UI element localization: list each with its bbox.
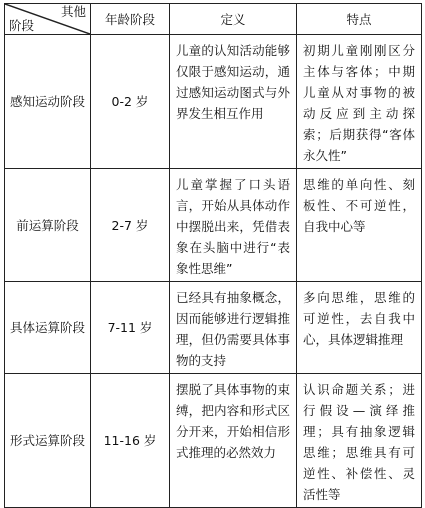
features-cell: 初期儿童刚刚区分主体与客体；中期儿童从对事物的被动反应到主动探索；后期获得“客体永久性”	[297, 35, 422, 169]
header-row	[5, 4, 422, 35]
features-cell: 思维的单向性、刻板性、不可逆性，自我中心等	[297, 169, 422, 282]
table-row	[5, 374, 422, 508]
stage-name: 形式运算阶段	[5, 374, 91, 508]
table-row	[5, 35, 422, 169]
header-age: 年龄阶段	[91, 4, 170, 35]
age-range: 2-7 岁	[91, 169, 170, 282]
corner-top-label: 其他	[60, 4, 86, 19]
age-range: 11-16 岁	[91, 374, 170, 508]
table-row	[5, 282, 422, 374]
definition-cell: 已经具有抽象概念，因而能够进行逻辑推理，但仍需要具体事物的支持	[170, 282, 297, 374]
features-cell: 多向思维，思维的可逆性，去自我中心，具体逻辑推理	[297, 282, 422, 374]
corner-cell	[5, 4, 91, 35]
header-definition: 定义	[170, 4, 297, 35]
definition-cell: 儿童的认知活动能够仅限于感知运动，通过感知运动图式与外界发生相互作用	[170, 35, 297, 169]
age-range: 0-2 岁	[91, 35, 170, 169]
header-features: 特点	[297, 4, 422, 35]
stage-name: 前运算阶段	[5, 169, 91, 282]
stage-name: 感知运动阶段	[5, 35, 91, 169]
definition-cell: 儿童掌握了口头语言，开始从具体动作中摆脱出来，凭借表象在头脑中进行“表象性思维”	[170, 169, 297, 282]
piaget-stages-table	[4, 3, 422, 508]
features-cell: 认识命题关系；进行假设—演绎推理；具有抽象逻辑思维；思维具有可逆性、补偿性、灵活性等	[297, 374, 422, 508]
age-range: 7-11 岁	[91, 282, 170, 374]
stage-name: 具体运算阶段	[5, 282, 91, 374]
definition-cell: 摆脱了具体事物的束缚，把内容和形式区分开来，开始相信形式推理的必然效力	[170, 374, 297, 508]
corner-bottom-label: 阶段	[9, 18, 35, 33]
table-row	[5, 169, 422, 282]
